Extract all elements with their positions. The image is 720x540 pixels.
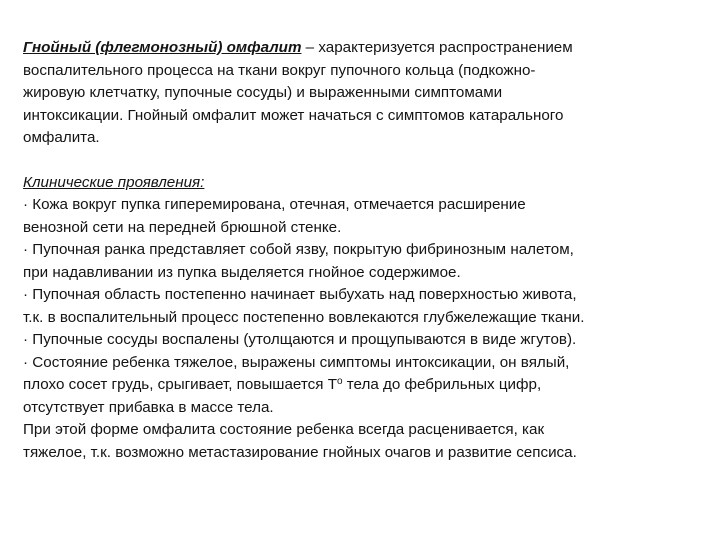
symptom-condition-line-2 <box>23 374 703 397</box>
symptom-vessels-line-1: · Пупочные сосуды воспалены (утолщаются и прощупываются в виде жгутов). <box>23 331 577 348</box>
intro-line-2: воспалительного процесса на ткани вокруг пупочного кольца (подкожно- <box>23 61 536 79</box>
clinical-section <box>23 172 703 420</box>
document-page <box>23 37 703 464</box>
symptom-wound-line-1: · Пупочная ранка представляет собой язву, покрытую фибринозным налетом, <box>23 241 574 258</box>
symptom-condition-line-1: · Состояние ребенка тяжелое, выражены симптомы интоксикации, он вялый, <box>23 353 570 371</box>
symptom-condition-line-3: отсутствует прибавка в массе тела. <box>23 398 274 416</box>
intro-line-3: жировую клетчатку, пупочные сосуды) и выраженными симптомами <box>23 84 503 101</box>
intro-line-5: омфалита. <box>23 129 100 146</box>
intro-line-4: интоксикации. Гнойный омфалит может начаться с симптомов катарального <box>23 106 564 124</box>
intro-line-1 <box>23 37 703 60</box>
temp-after: тела до фебрильных цифр, <box>342 376 542 393</box>
symptom-skin-line-1: · Кожа вокруг пупка гиперемирована, отечная, отмечается расширение <box>23 196 526 213</box>
symptom-bulge-line-2: т.к. в воспалительный процесс постепенно вовлекаются глубжележащие ткани. <box>23 308 585 326</box>
conclusion-line-2: тяжелое, т.к. возможно метастазирование гнойных очагов и развитие сепсиса. <box>23 443 577 461</box>
temp-before: плохо сосет грудь, срыгивает, повышается Т <box>23 376 337 393</box>
intro-paragraph <box>23 37 703 150</box>
symptom-wound-line-2: при надавливании из пупка выделяется гнойное содержимое. <box>23 263 461 281</box>
conclusion-paragraph <box>23 419 703 464</box>
clinical-heading: Клинические проявления: <box>23 173 205 191</box>
term-title: Гнойный (флегмонозный) омфалит <box>23 39 302 56</box>
degree-sign: о <box>336 376 343 387</box>
symptom-bulge-line-1: · Пупочная область постепенно начинает выбухать над поверхностью живота, <box>23 286 577 303</box>
conclusion-line-1: При этой форме омфалита состояние ребенка всегда расценивается, как <box>23 421 545 438</box>
symptom-skin-line-2: венозной сети на передней брюшной стенке. <box>23 218 342 236</box>
intro-text: – характеризуется распространением <box>301 39 573 56</box>
paragraph-gap <box>23 150 703 172</box>
